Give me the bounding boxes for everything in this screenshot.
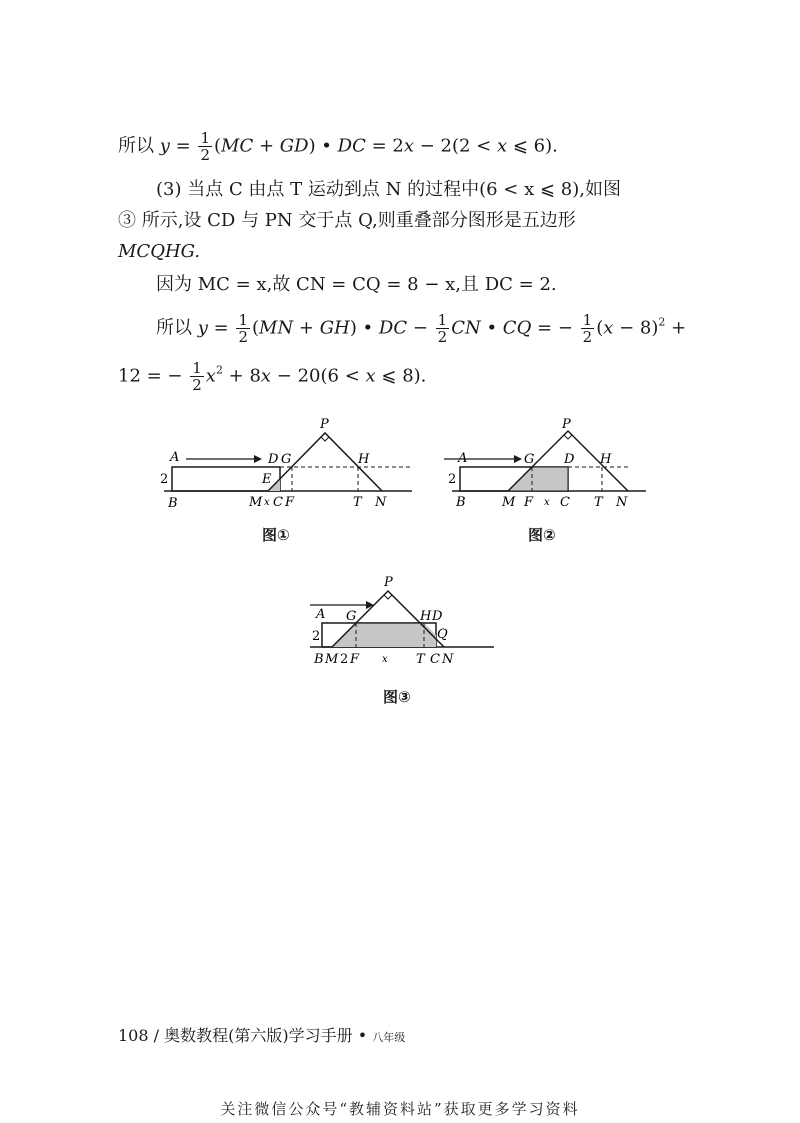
svg-text:M: M (249, 495, 263, 510)
paragraph-line-3: 因为 MC = x,故 CN = CQ = 8 − x,且 DC = 2. (156, 274, 557, 295)
paragraph-line-2a: (3) 当点 C 由点 T 运动到点 N 的过程中(6 < x ⩽ 8),如图 (156, 179, 621, 200)
svg-text:P: P (384, 575, 393, 590)
svg-text:C: C (560, 495, 570, 510)
svg-text:x: x (264, 497, 270, 508)
watermark-text: 关注微信公众号“教辅资料站”获取更多学习资料 (220, 1100, 580, 1118)
svg-text:F: F (350, 652, 360, 667)
formula-line-1: 所以 y = $\frac{1}{2}$ (MC + GD) • DC = 2x − 2(2 < x ⩽ 6). (118, 129, 558, 164)
figure-1 (150, 415, 420, 515)
grade-label: 八年级 (372, 1031, 406, 1044)
svg-text:E: E (262, 472, 272, 487)
figure-2-caption: 图② (528, 526, 556, 544)
svg-text:D: D (268, 452, 279, 467)
page-footer (118, 1023, 405, 1046)
formula-line-5: 12 = − $\frac{1}{2}$ $x^2 + 8x - 20(6 < x$ ⩽ 8). (118, 359, 427, 394)
svg-text:H: H (358, 452, 370, 467)
figure-3 (300, 575, 510, 678)
svg-text:T: T (416, 652, 425, 667)
svg-text:C: C (430, 652, 440, 667)
svg-text:F: F (524, 495, 534, 510)
svg-text:N: N (375, 495, 387, 510)
figure-1-caption: 图① (262, 526, 290, 544)
svg-text:A: A (458, 451, 468, 466)
svg-text:x: x (544, 497, 550, 508)
svg-text:F: F (285, 495, 295, 510)
svg-text:G: G (524, 452, 535, 467)
svg-text:B: B (168, 496, 178, 511)
svg-text:N: N (616, 495, 628, 510)
svg-text:x: x (382, 654, 388, 665)
figure-2 (440, 415, 660, 515)
svg-text:P: P (320, 417, 329, 432)
svg-text:D: D (564, 452, 575, 467)
svg-text:G: G (346, 609, 357, 624)
svg-text:A: A (316, 607, 326, 622)
paragraph-line-2c: MCQHG. (118, 241, 201, 262)
svg-text:B: B (314, 652, 324, 667)
svg-text:G: G (281, 452, 292, 467)
svg-text:B: B (456, 495, 466, 510)
svg-text:2: 2 (448, 472, 457, 487)
formula-line-4: 所以 y = $\frac{1}{2}$ (MN + GH) • DC − $\frac{1}{2}$ CN • CQ = − $\frac{1}{2}$ $(x - 8)^2$ + (156, 311, 687, 346)
figure-3-caption: 图③ (383, 688, 411, 706)
svg-text:M: M (325, 652, 339, 667)
svg-text:2: 2 (312, 629, 321, 644)
svg-text:A: A (170, 450, 180, 465)
svg-text:M: M (502, 495, 516, 510)
svg-text:2: 2 (340, 652, 349, 667)
svg-text:T: T (353, 495, 362, 510)
page-number: 108 (118, 1026, 149, 1045)
svg-text:H: H (600, 452, 612, 467)
svg-text:T: T (594, 495, 603, 510)
svg-text:N: N (442, 652, 454, 667)
book-title: / 奥数教程(第六版)学习手册 • (153, 1026, 368, 1045)
svg-text:P: P (562, 417, 571, 432)
svg-text:D: D (432, 609, 443, 624)
svg-text:Q: Q (437, 627, 448, 642)
svg-text:2: 2 (160, 472, 169, 487)
svg-text:H: H (420, 609, 432, 624)
paragraph-line-2b: ③ 所示,设 CD 与 PN 交于点 Q,则重叠部分图形是五边形 (118, 210, 576, 231)
svg-text:C: C (273, 495, 283, 510)
